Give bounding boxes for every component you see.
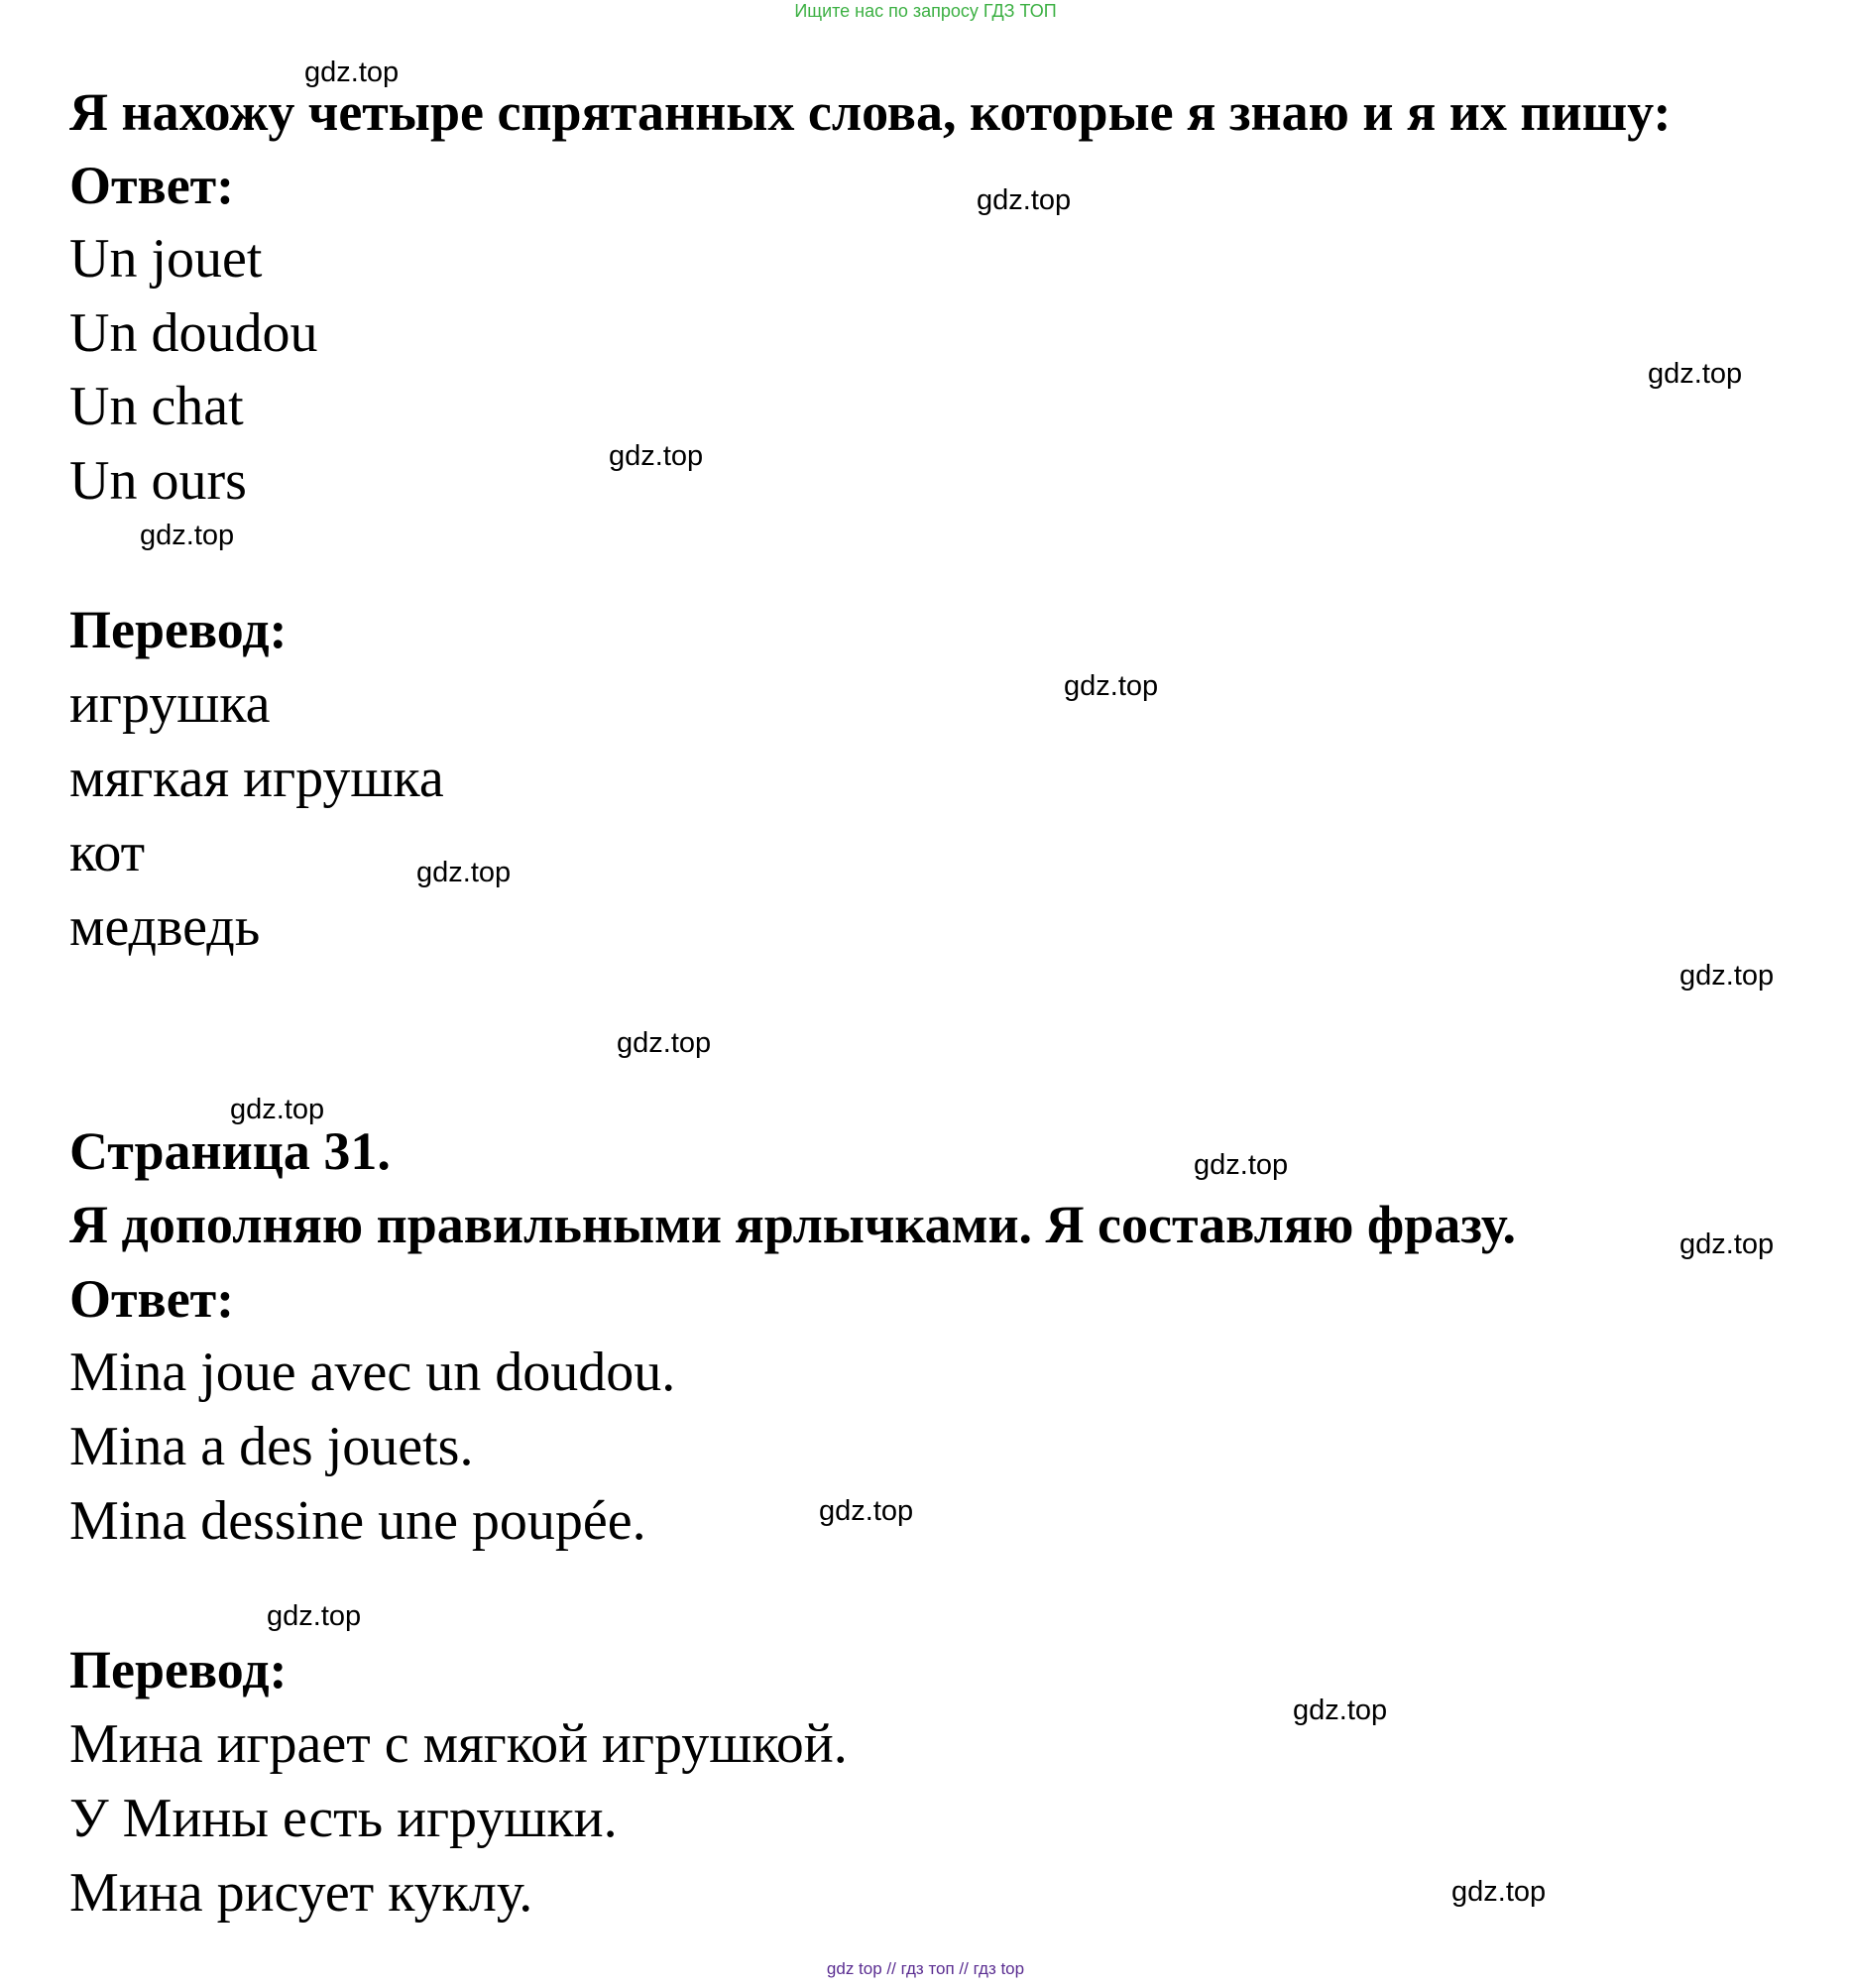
- watermark: gdz.top: [1679, 960, 1775, 992]
- answer-line: Un jouet: [69, 228, 263, 290]
- watermark: gdz.top: [1194, 1149, 1289, 1181]
- watermark: gdz.top: [1064, 670, 1159, 702]
- watermark: gdz.top: [140, 520, 235, 551]
- watermark: gdz.top: [617, 1027, 712, 1059]
- answer-line: Mina dessine une poupée.: [69, 1490, 646, 1552]
- answer-line: Un ours: [69, 450, 247, 512]
- watermark: gdz.top: [819, 1495, 914, 1527]
- watermark: gdz.top: [267, 1600, 362, 1632]
- translation-line: мягкая игрушка: [69, 748, 444, 809]
- answer-line: Un doudou: [69, 302, 318, 364]
- task-heading-2: Я дополняю правильными ярлычками. Я составляю фразу.: [69, 1195, 1516, 1254]
- translation-line: Мина рисует куклу.: [69, 1862, 533, 1924]
- translation-line: Мина играет с мягкой игрушкой.: [69, 1713, 848, 1775]
- watermark: gdz.top: [304, 57, 400, 88]
- watermark: gdz.top: [1451, 1876, 1547, 1908]
- translation-label-2: Перевод:: [69, 1640, 288, 1699]
- watermark: gdz.top: [1679, 1228, 1775, 1260]
- translation-line: медведь: [69, 896, 261, 958]
- translation-line: У Мины есть игрушки.: [69, 1788, 618, 1849]
- watermark: gdz.top: [230, 1094, 325, 1125]
- page-title: Страница 31.: [69, 1121, 391, 1181]
- translation-label-1: Перевод:: [69, 600, 288, 659]
- top-banner: Ищите нас по запросу ГДЗ ТОП: [794, 1, 1057, 21]
- watermark: gdz.top: [609, 440, 704, 472]
- watermark: gdz.top: [416, 857, 512, 888]
- answer-line: Mina joue avec un doudou.: [69, 1342, 676, 1403]
- translation-line: игрушка: [69, 673, 271, 735]
- answer-label-1: Ответ:: [69, 156, 235, 215]
- watermark: gdz.top: [1293, 1695, 1388, 1726]
- answer-line: Un chat: [69, 376, 244, 437]
- watermark: gdz.top: [977, 184, 1072, 216]
- task-heading-1: Я нахожу четыре спрятанных слова, которые я знаю и я их пишу:: [69, 82, 1672, 142]
- translation-line: кот: [69, 822, 146, 883]
- answer-line: Mina a des jouets.: [69, 1416, 474, 1477]
- watermark: gdz.top: [1648, 358, 1743, 390]
- answer-label-2: Ответ:: [69, 1269, 235, 1329]
- footer: gdz top // гдз топ // гдз top: [826, 1959, 1025, 1978]
